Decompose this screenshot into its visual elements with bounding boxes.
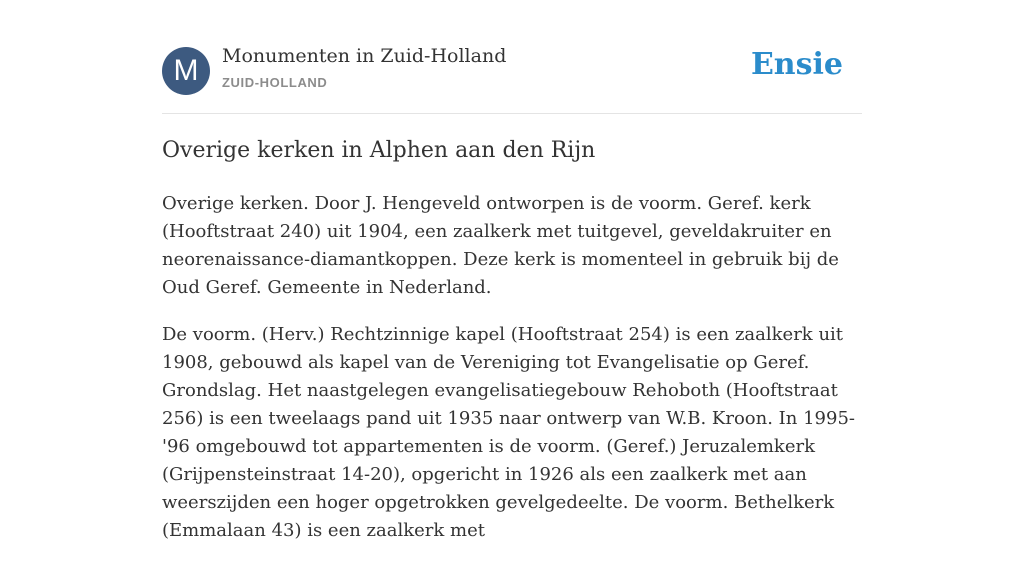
avatar[interactable]: M bbox=[162, 47, 210, 95]
article-title: Overige kerken in Alphen aan den Rijn bbox=[162, 138, 596, 163]
paragraph: De voorm. (Herv.) Rechtzinnige kapel (Hooftstraat 254) is een zaalkerk uit 1908, gebouwd als kapel van de Vereniging tot Evangelisatie op Geref. Grondslag. Het naastgelegen evangelisatiegebouw Rehoboth (Hooftstraat 256) is een tweelaags pand uit 1935 naar ontwerp van W.B. Kroon. In 1995-'96 omgebouwd tot appartementen is de voorm. (Geref.) Jeruzalemkerk (Grijpensteinstraat 14-20), opgericht in 1926 als een zaalkerk met aan weerszijden een hoger opgetrokken gevelgedeelte. De voorm. Bethelkerk (Emmalaan 43) is een zaalkerk met bbox=[162, 324, 855, 541]
site-header bbox=[162, 0, 862, 114]
content-container bbox=[162, 0, 862, 541]
site-subtitle[interactable]: ZUID-HOLLAND bbox=[222, 75, 328, 90]
article-body bbox=[162, 190, 862, 564]
site-title[interactable]: Monumenten in Zuid-Holland bbox=[222, 45, 507, 67]
paragraph: Overige kerken. Door J. Hengeveld ontworpen is de voorm. Geref. kerk (Hooftstraat 240) uit 1904, een zaalkerk met tuitgevel, geveldakruiter en neorenaissance-diamantkoppen. Deze kerk is momenteel in gebruik bij de Oud Geref. Gemeente in Nederland. bbox=[162, 193, 839, 298]
brand-logo[interactable]: Ensie bbox=[750, 47, 843, 82]
